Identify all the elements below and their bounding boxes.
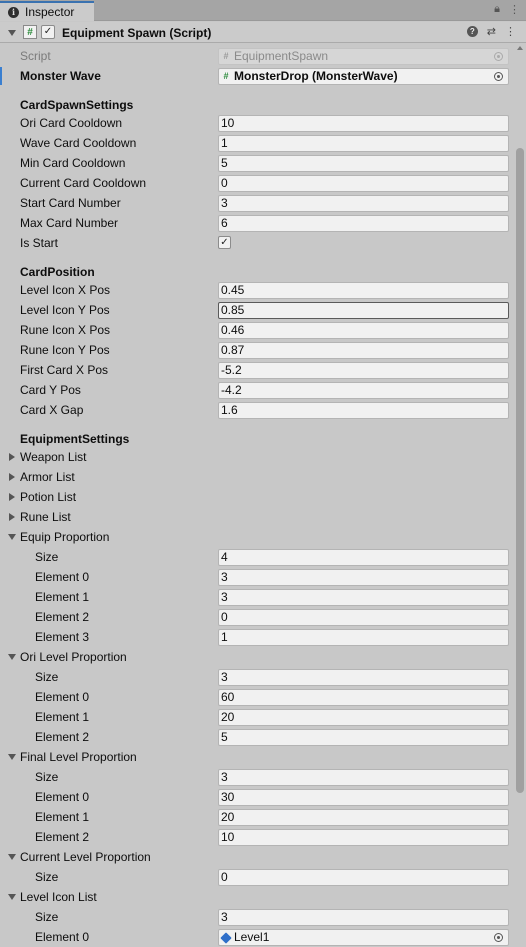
foldout-label: Rune List (20, 510, 71, 524)
component-foldout-arrow-icon[interactable] (8, 30, 16, 36)
component-title: Equipment Spawn (Script) (62, 26, 212, 40)
field-row (0, 361, 514, 379)
number-field[interactable]: 0 (218, 175, 509, 192)
field-row (0, 154, 514, 172)
list-foldout-weapon[interactable] (0, 448, 514, 466)
list-size-row (0, 668, 514, 686)
monster-wave-label: Monster Wave (20, 69, 101, 83)
element-field[interactable]: 3 (218, 589, 509, 606)
section-title: CardSpawnSettings (20, 98, 134, 112)
monster-wave-field[interactable] (218, 68, 509, 85)
script-icon: # (23, 25, 37, 39)
foldout-arrow-right-icon[interactable] (9, 513, 15, 521)
foldout-label: Level Icon List (20, 890, 97, 904)
list-element-row (0, 588, 514, 606)
info-icon: i (8, 7, 19, 18)
element-label: Element 3 (35, 630, 90, 644)
size-field[interactable]: 4 (218, 549, 509, 566)
foldout-label: Ori Level Proportion (20, 650, 127, 664)
size-label: Size (35, 910, 59, 924)
list-element-row (0, 828, 514, 846)
kebab-menu-icon[interactable]: ⋮ (509, 4, 520, 16)
number-field[interactable]: 1 (218, 135, 509, 152)
list-element-row (0, 608, 514, 626)
script-field (218, 48, 509, 65)
list-foldout-rune[interactable] (0, 508, 514, 526)
field-row (0, 114, 514, 132)
element-field[interactable]: 5 (218, 729, 509, 746)
tab-actions (494, 3, 520, 16)
field-label: Rune Icon Y Pos (20, 343, 110, 357)
field-label: Level Icon Y Pos (20, 303, 110, 317)
presets-icon[interactable]: ⇄ (486, 26, 496, 38)
number-field[interactable]: 1.6 (218, 402, 509, 419)
object-picker-icon[interactable] (494, 72, 503, 81)
element-label: Element 2 (35, 610, 90, 624)
element-label: Element 1 (35, 590, 90, 604)
size-field[interactable]: 3 (218, 769, 509, 786)
foldout-label: Armor List (20, 470, 75, 484)
foldout-arrow-right-icon[interactable] (9, 453, 15, 461)
card-spawn-header (0, 96, 514, 114)
element-field[interactable]: 0 (218, 609, 509, 626)
field-label: Rune Icon X Pos (20, 323, 111, 337)
field-row (0, 381, 514, 399)
size-label: Size (35, 770, 59, 784)
element-label: Element 0 (35, 690, 90, 704)
number-field[interactable]: 3 (218, 195, 509, 212)
foldout-arrow-down-icon[interactable] (8, 894, 16, 900)
element-field[interactable]: 30 (218, 789, 509, 806)
list-foldout-ori-level-proportion[interactable] (0, 648, 514, 666)
list-element-row (0, 928, 514, 946)
script-row (0, 47, 514, 65)
object-value: Level1 (234, 930, 270, 944)
size-field[interactable]: 0 (218, 869, 509, 886)
foldout-label: Potion List (20, 490, 77, 504)
field-label: Card X Gap (20, 403, 84, 417)
is-start-checkbox[interactable] (218, 236, 231, 249)
list-element-row (0, 628, 514, 646)
element-label: Element 1 (35, 710, 90, 724)
field-row (0, 214, 514, 232)
help-icon[interactable]: ? (467, 26, 478, 37)
vertical-scrollbar[interactable] (514, 43, 526, 947)
number-field[interactable]: -4.2 (218, 382, 509, 399)
element-label: Element 0 (35, 790, 90, 804)
list-size-row (0, 768, 514, 786)
foldout-arrow-down-icon[interactable] (8, 534, 16, 540)
foldout-label: Final Level Proportion (20, 750, 137, 764)
foldout-arrow-right-icon[interactable] (9, 473, 15, 481)
section-title: CardPosition (20, 265, 95, 279)
script-value: EquipmentSpawn (234, 49, 329, 63)
element-label: Element 2 (35, 830, 90, 844)
component-menu-icon[interactable]: ⋮ (505, 26, 516, 38)
foldout-arrow-down-icon[interactable] (8, 754, 16, 760)
element-field[interactable]: 1 (218, 629, 509, 646)
tab-bar (0, 0, 526, 21)
foldout-arrow-down-icon[interactable] (8, 654, 16, 660)
field-row (0, 401, 514, 419)
script-icon: # (223, 71, 229, 81)
scrollbar-thumb[interactable] (516, 148, 524, 793)
tab-label: Inspector (25, 5, 75, 19)
list-foldout-equip-proportion[interactable] (0, 528, 514, 546)
foldout-label: Equip Proportion (20, 530, 110, 544)
number-field[interactable]: 0.85 (218, 302, 509, 319)
number-field[interactable]: 0.87 (218, 342, 509, 359)
element-field[interactable]: 60 (218, 689, 509, 706)
field-label: Ori Card Cooldown (20, 116, 123, 130)
list-element-row (0, 728, 514, 746)
is-start-row (0, 234, 514, 252)
tab-inspector[interactable] (0, 1, 94, 21)
list-foldout-final-level-proportion[interactable] (0, 748, 514, 766)
element-label: Element 1 (35, 810, 90, 824)
element-field[interactable]: 20 (218, 809, 509, 826)
element-label: Element 0 (35, 570, 90, 584)
is-start-label: Is Start (20, 236, 59, 250)
number-field[interactable]: 10 (218, 115, 509, 132)
object-picker-icon[interactable] (494, 933, 503, 942)
field-label: First Card X Pos (20, 363, 109, 377)
field-label: Wave Card Cooldown (20, 136, 137, 150)
field-row (0, 194, 514, 212)
field-label: Current Card Cooldown (20, 176, 147, 190)
list-size-row (0, 548, 514, 566)
list-foldout-level-icon-list[interactable] (0, 888, 514, 906)
element-field[interactable]: 10 (218, 829, 509, 846)
script-label: Script (20, 49, 51, 63)
field-row (0, 174, 514, 192)
size-label: Size (35, 550, 59, 564)
list-element-row (0, 708, 514, 726)
size-label: Size (35, 870, 59, 884)
size-field[interactable]: 3 (218, 669, 509, 686)
list-element-row (0, 688, 514, 706)
monster-wave-row (0, 67, 514, 85)
scroll-up-arrow-icon[interactable] (517, 46, 523, 50)
lock-icon[interactable]: 🔒︎ (494, 3, 500, 15)
card-position-header (0, 263, 514, 281)
field-label: Min Card Cooldown (20, 156, 126, 170)
prefab-cube-icon (220, 932, 231, 943)
field-row (0, 321, 514, 339)
object-picker-icon (494, 52, 503, 61)
section-title: EquipmentSettings (20, 432, 130, 446)
element-field[interactable]: 20 (218, 709, 509, 726)
field-label: Max Card Number (20, 216, 119, 230)
equipment-header (0, 430, 514, 448)
size-label: Size (35, 670, 59, 684)
list-element-row (0, 568, 514, 586)
list-size-row (0, 908, 514, 926)
foldout-arrow-down-icon[interactable] (8, 854, 16, 860)
foldout-label: Current Level Proportion (20, 850, 151, 864)
list-foldout-armor[interactable] (0, 468, 514, 486)
component-enabled-checkbox[interactable] (41, 25, 55, 39)
list-foldout-current-level-proportion[interactable] (0, 848, 514, 866)
list-element-row (0, 808, 514, 826)
number-field[interactable]: 0.45 (218, 282, 509, 299)
size-field[interactable]: 3 (218, 909, 509, 926)
number-field[interactable]: 0.46 (218, 322, 509, 339)
field-label: Card Y Pos (20, 383, 81, 397)
foldout-arrow-right-icon[interactable] (9, 493, 15, 501)
number-field[interactable]: 6 (218, 215, 509, 232)
field-row (0, 301, 514, 319)
foldout-label: Weapon List (20, 450, 87, 464)
checkmark-icon: ✓ (220, 236, 229, 248)
field-label: Start Card Number (20, 196, 121, 210)
list-element-row (0, 788, 514, 806)
field-row (0, 341, 514, 359)
element-field[interactable]: 3 (218, 569, 509, 586)
element-label: Element 2 (35, 730, 90, 744)
field-row (0, 134, 514, 152)
selection-marker (0, 67, 2, 85)
number-field[interactable]: -5.2 (218, 362, 509, 379)
component-header[interactable] (0, 22, 526, 43)
checkmark-icon: ✓ (43, 26, 53, 37)
script-icon: # (223, 51, 229, 61)
monster-wave-value: MonsterDrop (MonsterWave) (234, 69, 398, 83)
object-field[interactable] (218, 929, 509, 946)
field-row (0, 281, 514, 299)
number-field[interactable]: 5 (218, 155, 509, 172)
field-label: Level Icon X Pos (20, 283, 111, 297)
list-foldout-potion[interactable] (0, 488, 514, 506)
element-label: Element 0 (35, 930, 90, 944)
list-size-row (0, 868, 514, 886)
